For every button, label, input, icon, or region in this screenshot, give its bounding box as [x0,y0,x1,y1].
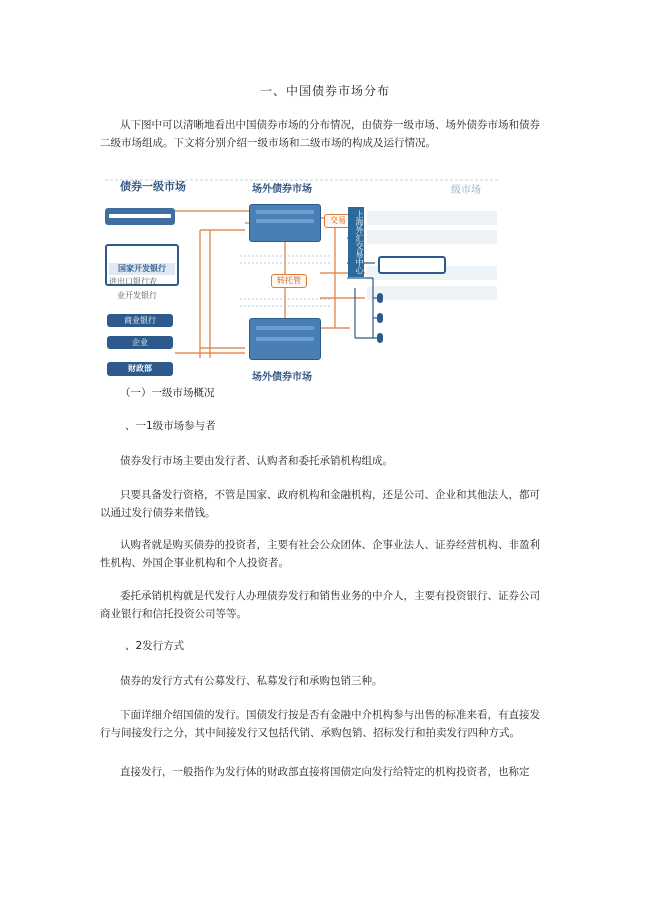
page-title: 一、中国债券市场分布 [259,84,390,98]
issuance-methods-paragraph: 债券的发行方式有公募发行、私募发行和承购包销三种。 [120,675,383,687]
otc-bottom-box [249,318,321,360]
header-otc-market-top: 场外债券市场 [252,184,312,195]
commercial-bank-box: 商业银行 [107,314,173,327]
header-secondary-market-fragment: 级市场 [451,185,481,196]
issuer-box-top [105,208,175,225]
ministry-of-finance-box: 财政部 [107,362,173,376]
participants-paragraph: 债券发行市场主要由发行者、认购者和委托承销机构组成。 [120,455,393,467]
header-otc-market-bottom: 场外债券市场 [252,372,312,383]
transfer-custody-badge: 转托管 [271,274,307,288]
bank-sub-line-1: 进出口银行农 [109,277,157,286]
direct-issuance-paragraph: 直接发行，一般指作为发行体的财政部直接将国债定向发行给特定的机构投资者，也称定 [120,766,530,778]
subsection-participants: 、一1级市场参与者 [125,420,216,432]
bank-sub-line-2: 业开发银行 [117,291,157,300]
trade-badge: 交易 [324,214,352,228]
header-primary-market: 债券一级市场 [120,180,186,193]
otc-top-box [249,204,321,242]
section-primary-market-overview: （一）一级市场概况 [120,387,215,399]
secondary-market-box-1 [378,256,446,274]
enterprise-box: 企业 [107,336,173,349]
issuers-paragraph: 只要具备发行资格，不管是国家、政府机构和金融机构，还是公司、企业和其他法人，都可以通过发行债券来借钱。 [100,489,540,519]
bond-market-diagram [105,178,500,384]
secondary-market-marker-3 [377,333,383,343]
intro-paragraph: 从下图中可以清晰地看出中国债券市场的分布情况，由债券一级市场、场外债券市场和债券二级市场组成。下文将分别介绍一级市场和二级市场的构成及运行情况。 [100,119,540,149]
development-bank-label: 国家开发银行 [118,264,166,273]
subscribers-paragraph: 认购者就是购买债券的投资者，主要有社会公众团体、企事业法人、证券经营机构、非盈利性机构、外国企事业机构和个人投资者。 [100,539,540,569]
shanghai-fx-center-label: 上海外汇交易中心 [348,207,364,277]
treasury-issuance-paragraph: 下面详细介绍国债的发行。国债发行按是否有金融中介机构参与出售的标准来看，有直接发行与间接发行之分，其中间接发行又包括代销、承购包销、招标发行和拍卖发行四种方式。 [100,709,540,739]
underwriters-paragraph: 委托承销机构就是代发行人办理债券发行和销售业务的中介人，主要有投资银行、证券公司商业银行和信托投资公司等等。 [100,590,540,620]
bank-label-row [109,263,175,275]
secondary-market-marker-1 [377,293,383,303]
secondary-market-marker-2 [377,313,383,323]
subsection-issuance-methods: 、2发行方式 [125,640,185,652]
